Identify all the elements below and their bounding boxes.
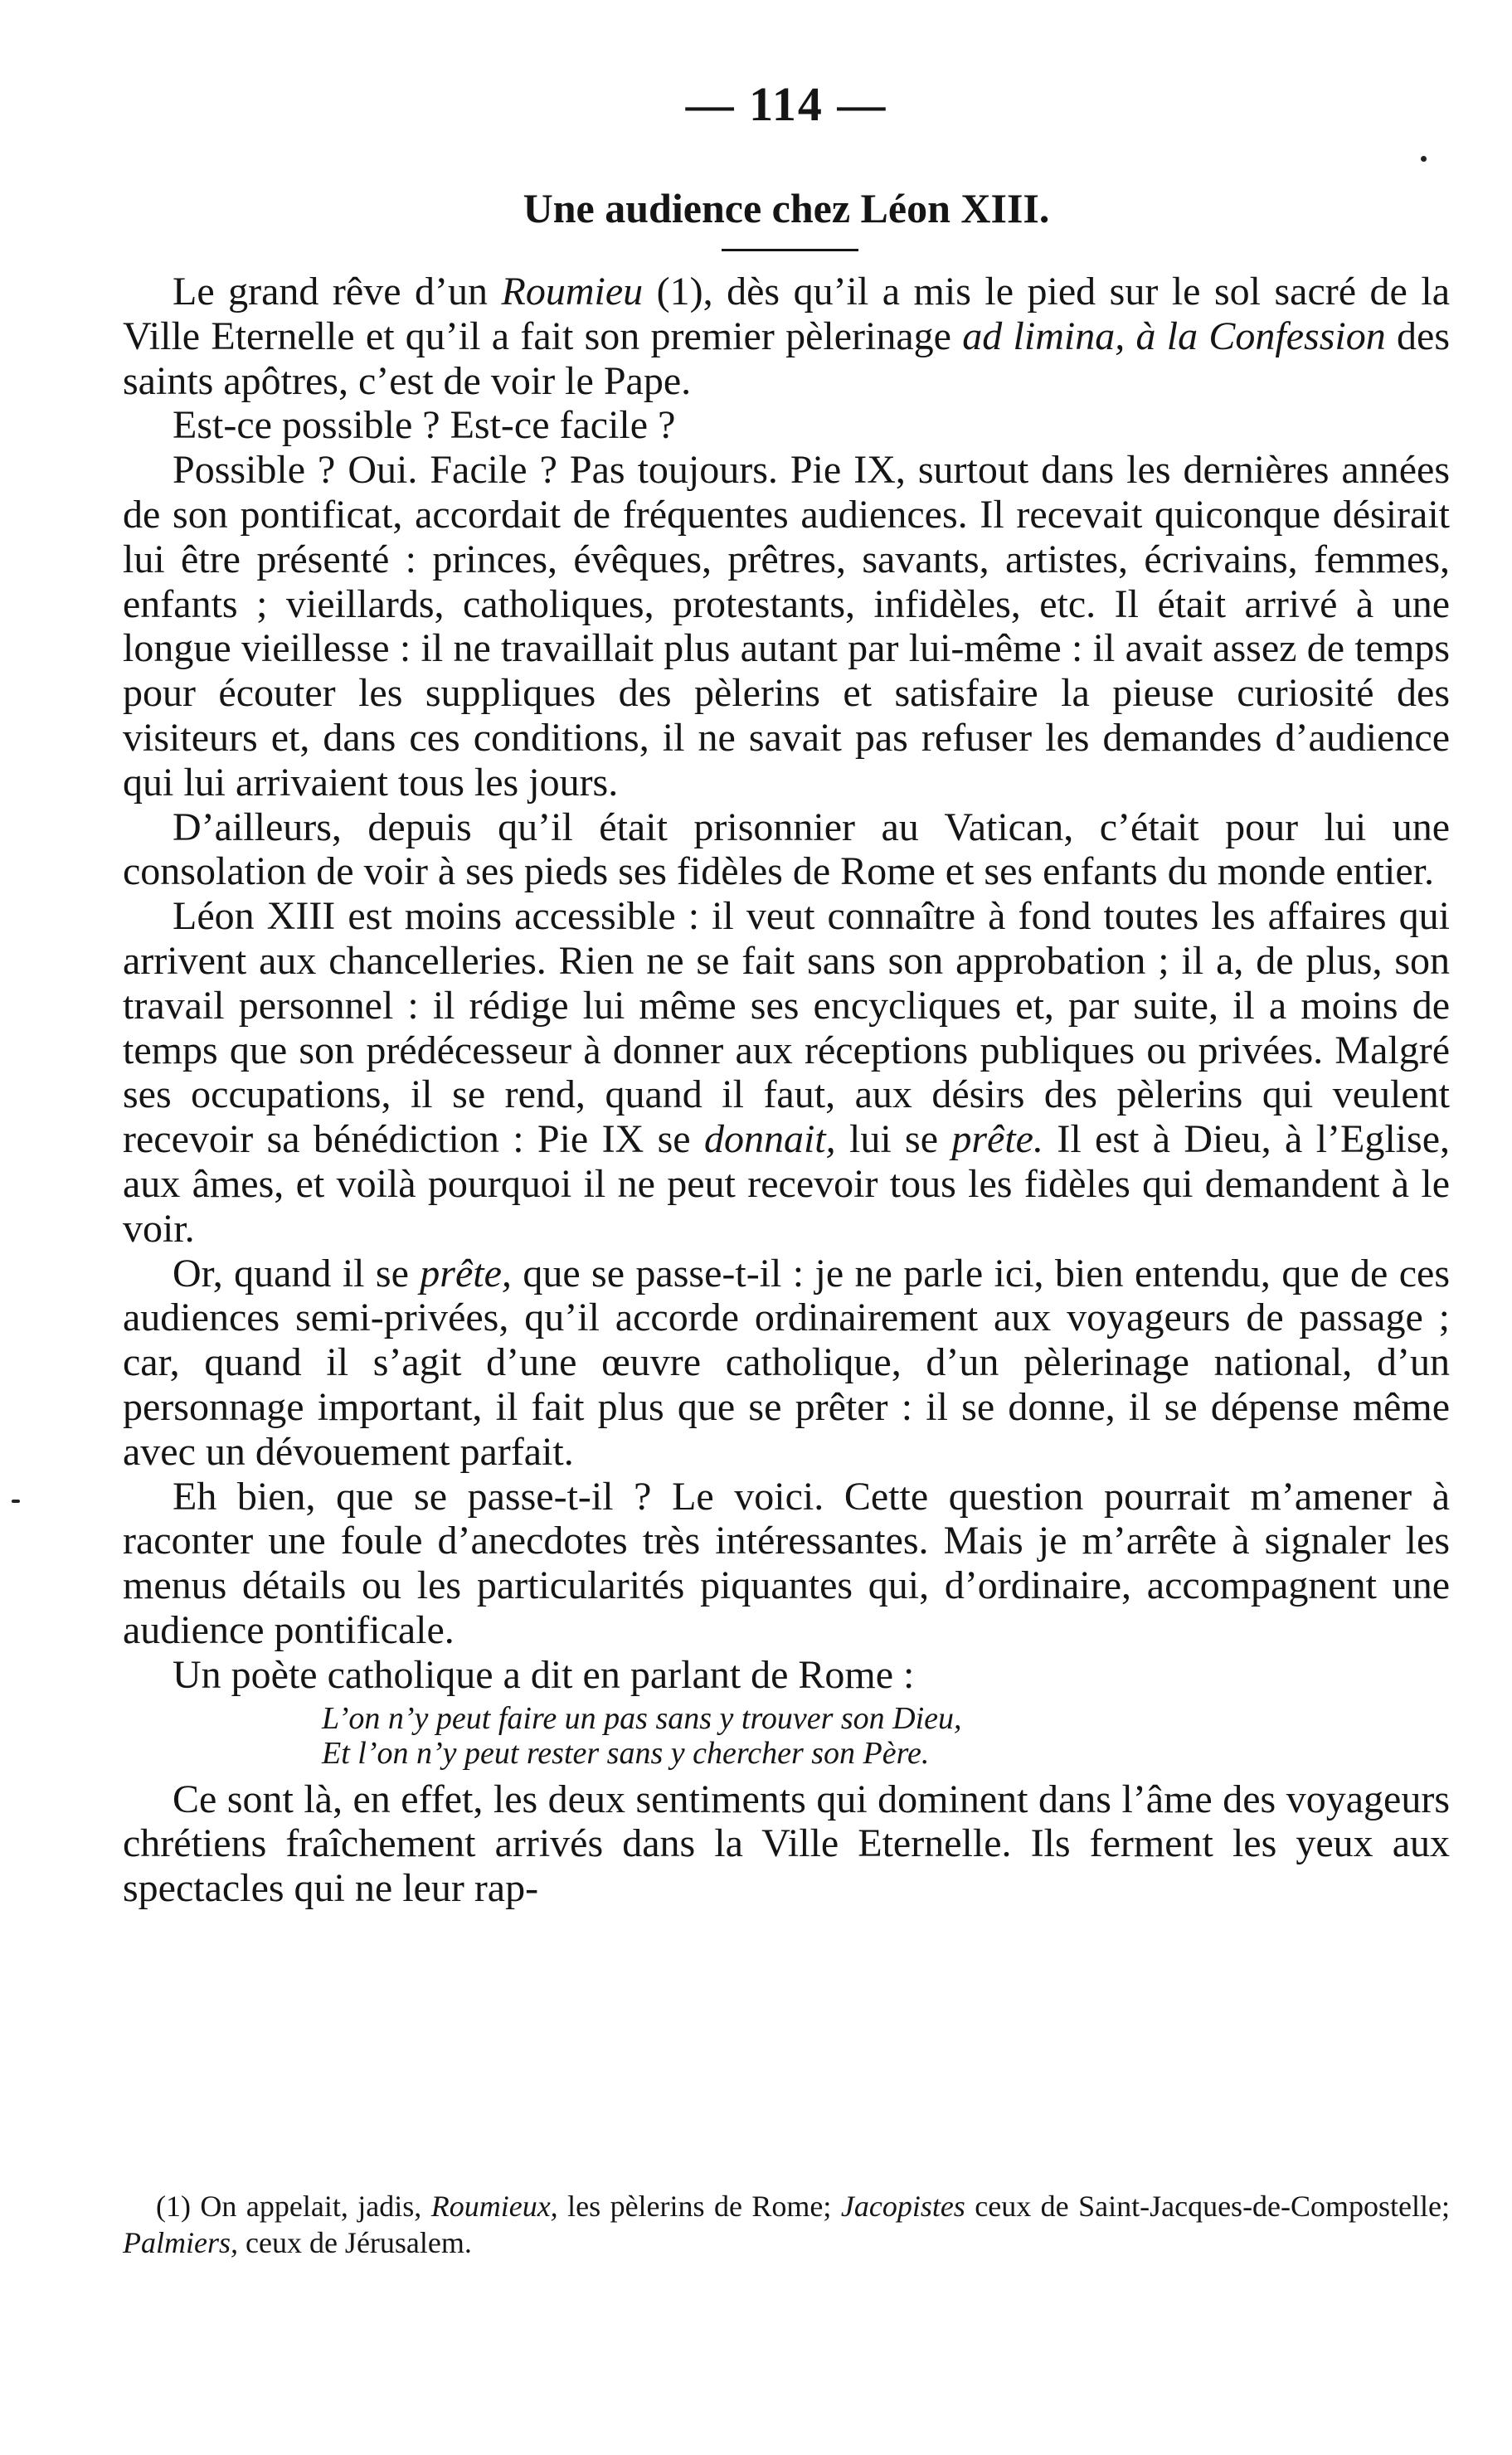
text-run: (1) On appelait, jadis, xyxy=(156,2190,431,2223)
text-run: ceux de Jérusalem. xyxy=(238,2226,472,2259)
text-run: Léon XIII est moins accessible : il veut connaître à fond toutes les affaires qui arrivent aux chancelleries. Rien ne se fait sans son approbation ; il a, de plus, son travail personnel : il rédige lui même ses encycliques et, par suite, il a moins de temps que son prédécesseur à donner aux réceptions publiques ou privées. Malgré ses occupations, il se rend, quand il faut, aux désirs des pèlerins qui veulent recevoir sa bénédiction : Pie IX se xyxy=(123,894,1450,1162)
italic-text: Palmiers, xyxy=(123,2226,238,2259)
paragraph xyxy=(123,805,1450,895)
paragraph: Ce sont là, en effet, les deux sentiments qui dominent dans l’âme des voyageurs chrétiens fraîchement arrivés dans la Ville Eternelle. Ils ferment les yeux aux spectacles qui ne leur rap- xyxy=(123,1777,1450,1911)
verse-quote xyxy=(123,1701,1450,1771)
italic-text: Roumieux, xyxy=(430,2190,558,2223)
italic-text: donnait, xyxy=(703,1117,836,1162)
chapter-title: Une audience chez Léon XIII. xyxy=(523,185,1050,231)
paragraph-list xyxy=(123,270,1450,1698)
verse-line: Et l’on n’y peut rester sans y chercher son Père. xyxy=(322,1735,930,1771)
text-run: Il est à Dieu, à l’Eglise, aux âmes, et voilà pourquoi il ne peut recevoir tous les fidèles qui demandent à le voir. xyxy=(123,1117,1450,1251)
paragraph xyxy=(123,270,1450,403)
title-divider xyxy=(722,249,858,251)
text-run: des saints apôtres, c’est de voir le Pape. xyxy=(123,314,1451,403)
paper-speck xyxy=(1421,156,1427,162)
paragraph xyxy=(123,448,1450,805)
paragraph xyxy=(123,1653,1450,1698)
body-text xyxy=(123,270,1450,1911)
verse-line: L’on n’y peut faire un pas sans y trouver son Dieu, xyxy=(322,1700,962,1736)
paragraph xyxy=(123,403,1450,448)
page-number: — 114 — xyxy=(685,77,887,131)
italic-text: Jacopistes xyxy=(840,2190,965,2223)
text-run: que se passe-t-il : je ne parle ici, bien entendu, que de ces audiences semi-privées, qu’il accorde ordinairement aux voyageurs de passage ; car, quand il s’agit d’une œuvre catholique, d’un pèlerinage national, d’un personnage important, il fait plus que se prêter : il se donne, il se dépense même avec un dévouement parfait. xyxy=(123,1251,1451,1474)
text-run: Or, quand il se xyxy=(173,1251,421,1296)
italic-text: ad limina, à la Confession xyxy=(962,314,1386,358)
text-run: lui se xyxy=(835,1117,952,1162)
paragraph xyxy=(123,894,1450,1251)
text-run: Le grand rêve d’un xyxy=(173,270,502,314)
italic-text: Roumieu xyxy=(501,270,644,314)
text-run: Eh bien, que se passe-t-il ? Le voici. Cette question pourrait m’amener à raconter une foule d’anecdotes très intéressantes. Mais je m’arrête à signaler les menus détails ou les particularités piquantes qui, d’ordinaire, accompagnent une audience pontificale. xyxy=(123,1474,1450,1652)
italic-text: prête, xyxy=(420,1251,512,1296)
paragraph xyxy=(123,1252,1450,1475)
text-run: Possible ? Oui. Facile ? Pas toujours. Pie IX, surtout dans les dernières années de son pontificat, accordait de fréquentes audiences. Il recevait quiconque désirait lui être présenté : princes, évêques, prêtres, savants, artistes, écrivains, femmes, enfants ; vieillards, catholiques, protestants, infidèles, etc. Il était arrivé à une longue vieillesse : il ne travaillait plus autant par lui-même : il avait assez de temps pour écouter les suppliques des pèlerins et satisfaire la pieuse curiosité des visiteurs et, dans ces conditions, il ne savait pas refuser les demandes d’audience qui lui arrivaient tous les jours. xyxy=(123,448,1450,805)
text-run: Est-ce possible ? Est-ce facile ? xyxy=(173,403,676,448)
paragraph xyxy=(123,1475,1450,1653)
text-run: D’ailleurs, depuis qu’il était prisonnier au Vatican, c’était pour lui une consolation de voir à ses pieds ses fidèles de Rome et ses enfants du monde entier. xyxy=(123,805,1450,894)
paper-speck xyxy=(12,1500,20,1503)
text-run: les pèlerins de Rome; xyxy=(557,2190,841,2223)
italic-text: prête. xyxy=(951,1117,1043,1162)
text-run: Un poète catholique a dit en parlant de Rome : xyxy=(173,1652,915,1697)
text-run: ceux de Saint-Jacques-de-Compostelle; xyxy=(965,2190,1451,2223)
text-run: (1), dès qu’il a mis le pied sur le sol sacré de la Ville Eternelle et qu’il a fait son premier pèlerinage xyxy=(123,270,1451,358)
footnote xyxy=(123,2188,1450,2261)
